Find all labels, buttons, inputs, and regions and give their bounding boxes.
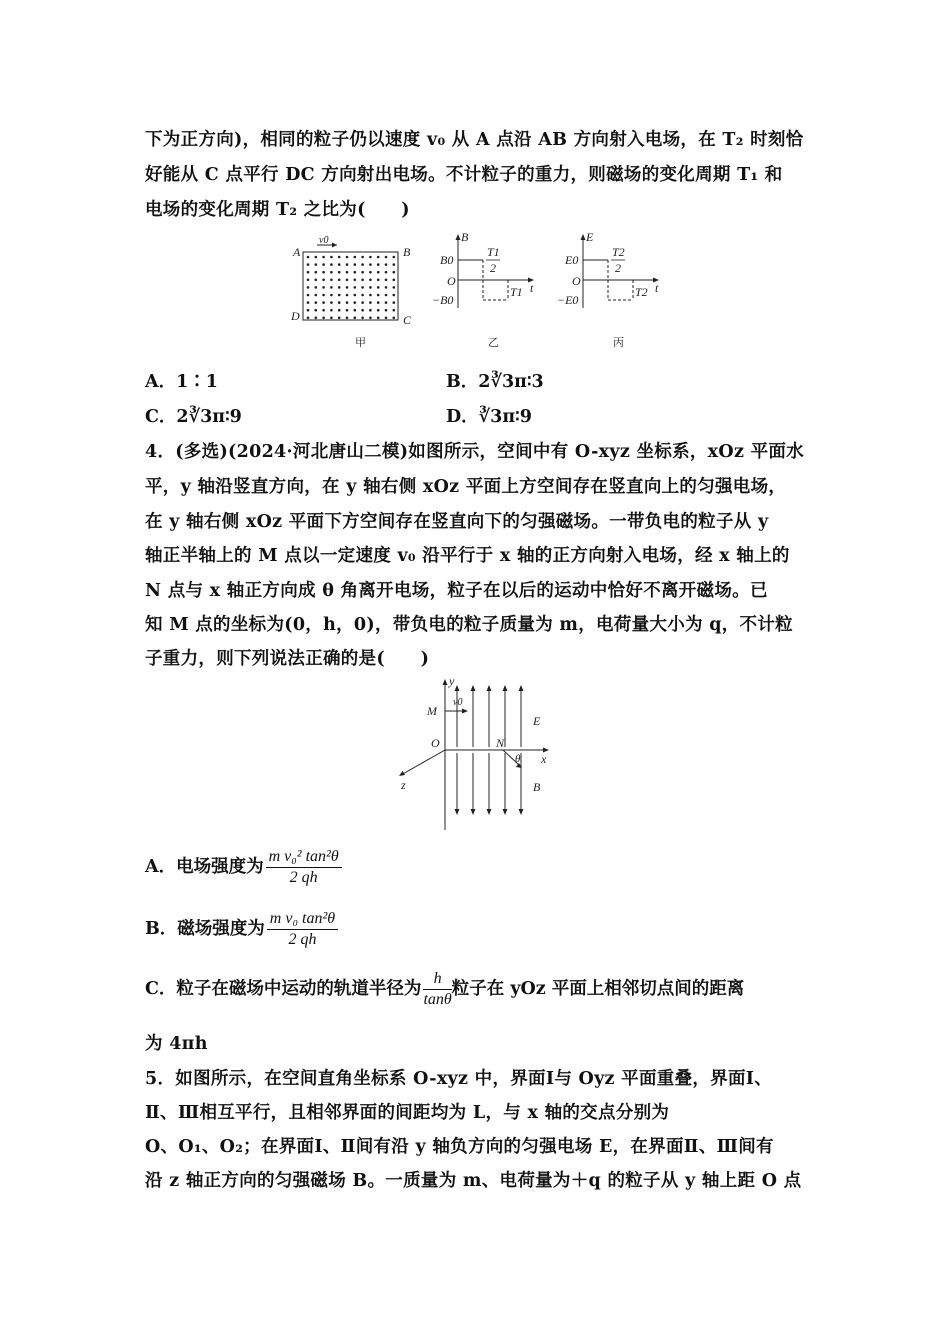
field-dot xyxy=(385,317,388,320)
q4-text-line7: 子重力，则下列说法正确的是( ) xyxy=(145,649,430,669)
field-dot xyxy=(346,263,349,266)
T1-half-denominator: 2 xyxy=(490,261,496,275)
q3-text-line3: 电场的变化周期 T₂ 之比为( ) xyxy=(145,200,410,220)
fraction-numerator: h xyxy=(423,970,451,990)
axis-E-label: E xyxy=(586,230,594,244)
q4-text-line6: 知 M 点的坐标为(0，h，0)，带负电的粒子质量为 m，电荷量大小为 q，不计粒 xyxy=(145,615,793,635)
field-dot xyxy=(354,286,357,289)
field-dot xyxy=(361,256,364,259)
B0-label: B0 xyxy=(440,253,454,267)
field-dot xyxy=(377,317,380,320)
field-dot xyxy=(338,301,341,304)
field-dot xyxy=(369,301,372,304)
caption-yi: 乙 xyxy=(488,336,499,349)
q4-text-line2: 平，y 轴沿竖直方向，在 y 轴右侧 xOz 平面上方空间存在竖直向上的匀强电场， xyxy=(145,477,787,497)
field-dot xyxy=(369,263,372,266)
field-dot xyxy=(346,256,349,259)
label-v0: v0 xyxy=(319,235,329,246)
caption-bing: 丙 xyxy=(613,336,624,349)
field-dot xyxy=(377,271,380,274)
field-dot xyxy=(307,286,310,289)
q4-option-A-fraction xyxy=(266,848,342,887)
q4-option-B-text: B．磁场强度为 xyxy=(145,919,265,939)
T2-half-label: T2 xyxy=(612,245,625,259)
field-dot xyxy=(322,263,325,266)
field-dot xyxy=(393,271,396,274)
field-dot xyxy=(393,256,396,259)
field-dot xyxy=(307,317,310,320)
q4-option-B-fraction xyxy=(267,910,338,949)
q4-option-C-line2: 为 4πh xyxy=(145,1034,208,1054)
field-dot xyxy=(361,301,364,304)
field-dot xyxy=(338,279,341,282)
q3-option-A[interactable]: A．1∶1 xyxy=(145,372,218,392)
field-dot xyxy=(361,271,364,274)
field-E-label: E xyxy=(533,714,541,728)
q4-text-line4: 轴正半轴上的 M 点以一定速度 v₀ 沿平行于 x 轴的正方向射入电场，经 x 轴上的 xyxy=(145,546,790,566)
axis-t-label: t xyxy=(530,281,534,295)
field-dot xyxy=(315,286,318,289)
T1-label: T1 xyxy=(510,285,523,299)
axis-B-label: B xyxy=(461,230,469,244)
fraction-denominator: 2 qh xyxy=(289,869,318,886)
point-N-label: N xyxy=(496,736,505,750)
fraction-denominator: tanθ xyxy=(423,991,452,1008)
q3-text-line2: 好能从 C 点平行 DC 方向射出电场。不计粒子的重力，则磁场的变化周期 T₁ 和 xyxy=(145,165,783,185)
field-dot xyxy=(322,271,325,274)
field-dot xyxy=(330,317,333,320)
q5-text-line4: 沿 z 轴正方向的匀强磁场 B。一质量为 m、电荷量为＋q 的粒子从 y 轴上距 O 点 xyxy=(145,1171,802,1191)
field-dot xyxy=(369,271,372,274)
field-dot xyxy=(346,271,349,274)
field-dot xyxy=(385,309,388,312)
axis-x-label: x xyxy=(541,752,547,766)
field-dot xyxy=(338,263,341,266)
axis-z-label: z xyxy=(401,778,406,792)
origin-O-label: O xyxy=(431,736,440,750)
q3-option-C[interactable]: C．2∛3π∶9 xyxy=(145,407,242,427)
field-dot xyxy=(354,271,357,274)
field-dot xyxy=(338,294,341,297)
label-D: D xyxy=(291,309,300,323)
field-dot xyxy=(307,263,310,266)
field-dot xyxy=(393,301,396,304)
axis-y-label: y xyxy=(449,675,455,688)
field-dot xyxy=(354,279,357,282)
field-dot xyxy=(354,301,357,304)
q3-option-D[interactable]: D．∛3π∶9 xyxy=(446,407,532,427)
field-dot xyxy=(330,309,333,312)
field-dot xyxy=(346,286,349,289)
field-dot xyxy=(393,286,396,289)
q4-option-C[interactable] xyxy=(145,970,744,1009)
field-dot xyxy=(338,309,341,312)
field-dot xyxy=(377,301,380,304)
q4-text-line5: N 点与 x 轴正方向成 θ 角离开电场，粒子在以后的运动中恰好不离开磁场。已 xyxy=(145,581,768,601)
field-dot xyxy=(322,256,325,259)
field-dot xyxy=(393,263,396,266)
field-dot xyxy=(377,294,380,297)
field-dot xyxy=(307,301,310,304)
q4-option-A[interactable] xyxy=(145,848,342,887)
q5-text-line3: O、O₁、O₂；在界面Ⅰ、Ⅱ间有沿 y 轴负方向的匀强电场 E，在界面Ⅱ、Ⅲ间有 xyxy=(145,1137,774,1157)
field-dot xyxy=(377,309,380,312)
field-dot xyxy=(354,317,357,320)
field-dot xyxy=(315,301,318,304)
field-dot xyxy=(315,294,318,297)
origin-label: O xyxy=(447,274,456,288)
field-dot xyxy=(346,317,349,320)
field-dot xyxy=(330,279,333,282)
field-dot xyxy=(322,294,325,297)
q3-figure-bing xyxy=(555,228,667,352)
T1-half-label: T1 xyxy=(487,245,500,259)
T2-half-denominator: 2 xyxy=(615,261,621,275)
field-dot xyxy=(307,271,310,274)
field-dot xyxy=(330,256,333,259)
v0-label: v0 xyxy=(453,697,463,708)
field-dot xyxy=(385,301,388,304)
field-dot xyxy=(369,309,372,312)
field-dot xyxy=(385,271,388,274)
field-dot xyxy=(361,294,364,297)
field-dot xyxy=(361,309,364,312)
field-dot xyxy=(369,256,372,259)
field-dot xyxy=(385,286,388,289)
field-dot xyxy=(377,263,380,266)
E0-label: E0 xyxy=(565,253,579,267)
field-dot xyxy=(322,286,325,289)
field-dot xyxy=(322,279,325,282)
q4-option-B[interactable] xyxy=(145,910,338,949)
field-dot xyxy=(315,263,318,266)
field-dot xyxy=(354,256,357,259)
field-dot xyxy=(385,263,388,266)
field-dot xyxy=(361,279,364,282)
field-dot xyxy=(385,294,388,297)
q4-text-line3: 在 y 轴右侧 xOz 平面下方空间存在竖直向下的匀强磁场。一带负电的粒子从 y xyxy=(145,512,769,532)
field-dot xyxy=(361,317,364,320)
field-dot xyxy=(354,309,357,312)
field-dot xyxy=(307,309,310,312)
fraction-denominator: 2 qh xyxy=(288,931,317,948)
field-dot xyxy=(315,256,318,259)
field-dot xyxy=(369,317,372,320)
field-dot xyxy=(354,294,357,297)
field-dot xyxy=(322,301,325,304)
field-dot xyxy=(377,279,380,282)
field-dot xyxy=(315,317,318,320)
field-dot xyxy=(307,256,310,259)
neg-B0-label: −B0 xyxy=(432,293,454,307)
field-dot xyxy=(307,279,310,282)
field-dot xyxy=(369,286,372,289)
field-dot xyxy=(330,301,333,304)
field-dot xyxy=(338,286,341,289)
field-dot xyxy=(354,263,357,266)
T2-label: T2 xyxy=(635,285,648,299)
q4-option-A-text: A．电场强度为 xyxy=(145,857,264,877)
field-dot xyxy=(307,294,310,297)
q5-text-line2: Ⅱ、Ⅲ相互平行，且相邻界面的间距均为 L，与 x 轴的交点分别为 xyxy=(145,1103,670,1123)
field-dot xyxy=(338,271,341,274)
fraction-numerator: m v₀ tan²θ xyxy=(267,910,338,930)
field-dot xyxy=(330,271,333,274)
q3-option-B[interactable]: B．2∛3π∶3 xyxy=(446,372,544,392)
q3-figure-yi xyxy=(430,228,542,352)
point-M-label: M xyxy=(427,704,437,718)
field-dot xyxy=(322,309,325,312)
field-dot xyxy=(393,317,396,320)
magnetic-field-dots xyxy=(307,256,395,319)
q3-figure-jia xyxy=(285,232,425,352)
field-dot xyxy=(346,294,349,297)
field-dot xyxy=(393,279,396,282)
label-B: B xyxy=(403,245,411,259)
field-dot xyxy=(338,317,341,320)
field-dot xyxy=(361,263,364,266)
field-dot xyxy=(369,294,372,297)
q4-option-C-fraction xyxy=(423,970,451,1009)
label-C: C xyxy=(403,313,412,327)
q4-option-C-tail: 粒子在 yOz 平面上相邻切点间的距离 xyxy=(451,979,745,999)
axis-t-label: t xyxy=(655,281,659,295)
q4-text-line1: 4．(多选)(2024·河北唐山二模)如图所示，空间中有 O-xyz 坐标系，xOz 平面水 xyxy=(145,442,804,462)
field-dot xyxy=(315,309,318,312)
field-dot xyxy=(369,279,372,282)
field-dot xyxy=(385,279,388,282)
field-dot xyxy=(361,286,364,289)
neg-E0-label: −E0 xyxy=(557,293,579,307)
field-dot xyxy=(346,309,349,312)
field-dot xyxy=(315,279,318,282)
caption-jia: 甲 xyxy=(355,336,366,349)
fraction-numerator: m v₀² tan²θ xyxy=(266,848,342,868)
theta-label: θ xyxy=(515,753,521,765)
field-dot xyxy=(385,256,388,259)
field-dot xyxy=(338,256,341,259)
q4-figure xyxy=(395,675,565,835)
field-dot xyxy=(377,286,380,289)
field-dot xyxy=(377,256,380,259)
field-dot xyxy=(330,294,333,297)
field-B-label: B xyxy=(533,780,541,794)
origin-label: O xyxy=(572,274,581,288)
field-dot xyxy=(393,309,396,312)
field-dot xyxy=(346,279,349,282)
field-dot xyxy=(330,263,333,266)
field-dot xyxy=(346,301,349,304)
field-dot xyxy=(330,286,333,289)
field-dot xyxy=(322,317,325,320)
field-dot xyxy=(315,271,318,274)
label-A: A xyxy=(293,245,301,259)
q4-option-C-text: C．粒子在磁场中运动的轨道半径为 xyxy=(145,979,422,999)
field-dot xyxy=(393,294,396,297)
q5-text-line1: 5．如图所示，在空间直角坐标系 O-xyz 中，界面Ⅰ与 Oyz 平面重叠，界面Ⅰ、 xyxy=(145,1069,773,1089)
q3-text-line1: 下为正方向)，相同的粒子仍以速度 v₀ 从 A 点沿 AB 方向射入电场，在 T₂ 时刻恰 xyxy=(145,130,804,150)
